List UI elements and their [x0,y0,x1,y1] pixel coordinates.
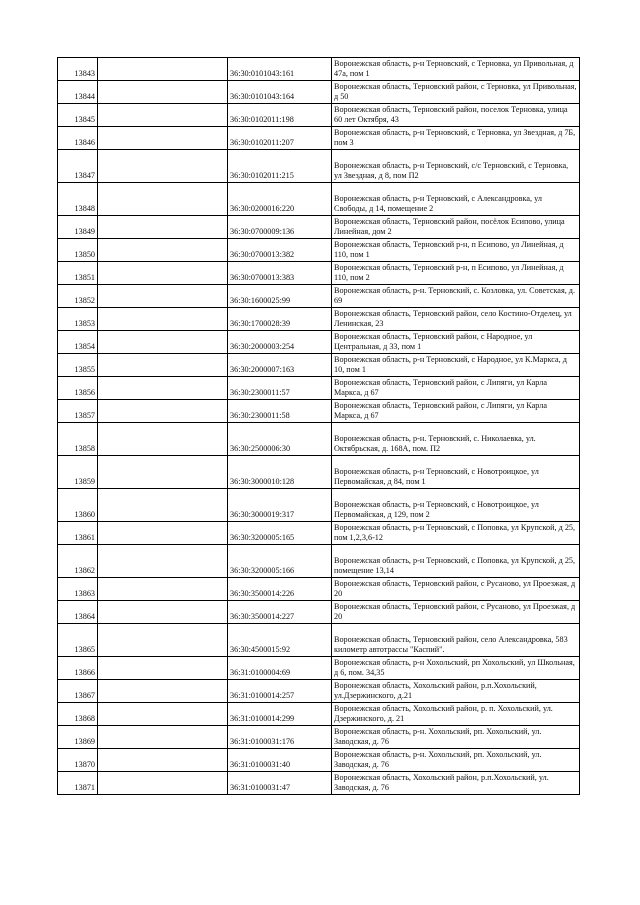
row-number: 13843 [58,58,98,81]
address: Воронежская область, р-н Терновский, с Народное, ул К.Маркса, д 10, пом 1 [332,354,580,377]
table-row [58,285,580,308]
empty-cell [98,456,228,489]
address: Воронежская область, р-н Терновский, с Терновка, ул Привольная, д 47а, пом 1 [332,58,580,81]
empty-cell [98,601,228,624]
row-number: 13859 [58,456,98,489]
row-number: 13868 [58,703,98,726]
empty-cell [98,657,228,680]
empty-cell [98,749,228,772]
row-number: 13864 [58,601,98,624]
table-row [58,377,580,400]
empty-cell [98,58,228,81]
address: Воронежская область, Терновский район, с Липяги, ул Карла Маркса, д 67 [332,377,580,400]
row-number: 13862 [58,545,98,578]
table-row [58,400,580,423]
empty-cell [98,489,228,522]
cadastral-number: 36:30:0102011:198 [228,104,332,127]
row-number: 13845 [58,104,98,127]
empty-cell [98,624,228,657]
table-row [58,680,580,703]
row-number: 13852 [58,285,98,308]
cadastral-number: 36:30:0101043:164 [228,81,332,104]
table-row [58,545,580,578]
empty-cell [98,183,228,216]
empty-cell [98,285,228,308]
cadastral-number: 36:30:0200016:220 [228,183,332,216]
row-number: 13870 [58,749,98,772]
row-number: 13850 [58,239,98,262]
row-number: 13844 [58,81,98,104]
row-number: 13861 [58,522,98,545]
empty-cell [98,726,228,749]
address: Воронежская область, Хохольский район, р.п.Хохольский, ул.Дзержинского, д.21 [332,680,580,703]
table-row [58,726,580,749]
table-row [58,354,580,377]
table-row [58,308,580,331]
address: Воронежская область, Терновский район, посёлок Есипово, улица Линейная, дом 2 [332,216,580,239]
address: Воронежская область, р-н. Терновский, с. Козловка, ул. Советская, д. 69 [332,285,580,308]
address: Воронежская область, р-н Терновский, с/с Терновский, с Терновка, ул Звездная, д 8, пом П2 [332,150,580,183]
address: Воронежская область, р-н. Терновский, с. Николаевка, ул. Октябрьская, д. 168А, пом. П2 [332,423,580,456]
cadastral-number: 36:30:2500006:30 [228,423,332,456]
empty-cell [98,522,228,545]
cadastral-number: 36:30:0102011:207 [228,127,332,150]
registry-table-body [58,58,580,795]
table-row [58,104,580,127]
cadastral-number: 36:30:0700009:136 [228,216,332,239]
empty-cell [98,377,228,400]
row-number: 13858 [58,423,98,456]
cadastral-number: 36:30:1600025:99 [228,285,332,308]
address: Воронежская область, Терновский район, с Народное, ул Центральная, д 33, пом 1 [332,331,580,354]
empty-cell [98,308,228,331]
cadastral-number: 36:31:0100031:47 [228,772,332,795]
address: Воронежская область, Терновский район, с Липяги, ул Карла Маркса, д 67 [332,400,580,423]
row-number: 13849 [58,216,98,239]
empty-cell [98,354,228,377]
cadastral-number: 36:30:1700028:39 [228,308,332,331]
table-row [58,150,580,183]
empty-cell [98,104,228,127]
row-number: 13865 [58,624,98,657]
cadastral-number: 36:31:0100004:69 [228,657,332,680]
cadastral-number: 36:31:0100014:257 [228,680,332,703]
row-number: 13856 [58,377,98,400]
cadastral-number: 36:30:2000007:163 [228,354,332,377]
table-row [58,657,580,680]
address: Воронежская область, Терновский р-н, п Есипово, ул Линейная, д 110, пом 1 [332,239,580,262]
table-row [58,489,580,522]
empty-cell [98,331,228,354]
cadastral-number: 36:30:2300011:58 [228,400,332,423]
empty-cell [98,81,228,104]
row-number: 13855 [58,354,98,377]
empty-cell [98,400,228,423]
row-number: 13871 [58,772,98,795]
address: Воронежская область, р-н Терновский, с Терновка, ул Звездная, д 7Б, пом 3 [332,127,580,150]
address: Воронежская область, р-н. Хохольский, рп. Хохольский, ул. Заводская, д. 76 [332,726,580,749]
empty-cell [98,545,228,578]
cadastral-number: 36:30:0700013:383 [228,262,332,285]
empty-cell [98,772,228,795]
address: Воронежская область, р-н Терновский, с Новотроицкое, ул Первомайская, д 129, пом 2 [332,489,580,522]
empty-cell [98,216,228,239]
empty-cell [98,680,228,703]
registry-table [57,57,580,795]
cadastral-number: 36:30:3000019:317 [228,489,332,522]
table-row [58,81,580,104]
address: Воронежская область, Терновский район, с Русаново, ул Проезжая, д 20 [332,601,580,624]
cadastral-number: 36:30:0101043:161 [228,58,332,81]
empty-cell [98,423,228,456]
row-number: 13866 [58,657,98,680]
row-number: 13867 [58,680,98,703]
address: Воронежская область, р-н Терновский, с Поповка, ул Крупской, д 25, пом 1,2,3,6-12 [332,522,580,545]
row-number: 13846 [58,127,98,150]
row-number: 13847 [58,150,98,183]
table-row [58,624,580,657]
cadastral-number: 36:30:2000003:254 [228,331,332,354]
address: Воронежская область, Терновский район, село Александровка, 583 километр автотрассы "Каспий". [332,624,580,657]
empty-cell [98,239,228,262]
row-number: 13851 [58,262,98,285]
empty-cell [98,127,228,150]
empty-cell [98,150,228,183]
cadastral-number: 36:30:0700013:382 [228,239,332,262]
row-number: 13854 [58,331,98,354]
cadastral-number: 36:30:2300011:57 [228,377,332,400]
address: Воронежская область, р-н Хохольский, рп Хохольский, ул Школьная, д 6, пом. 34,35 [332,657,580,680]
address: Воронежская область, Терновский район, поселок Терновка, улица 60 лет Октября, 43 [332,104,580,127]
table-row [58,58,580,81]
empty-cell [98,703,228,726]
row-number: 13848 [58,183,98,216]
cadastral-number: 36:30:3200005:166 [228,545,332,578]
address: Воронежская область, Хохольский район, р. п. Хохольский, ул. Дзержинского, д. 21 [332,703,580,726]
cadastral-number: 36:31:0100031:40 [228,749,332,772]
address: Воронежская область, Хохольский район, р.п.Хохольский, ул. Заводская, д. 76 [332,772,580,795]
cadastral-number: 36:30:3000010:128 [228,456,332,489]
cadastral-number: 36:31:0100014:299 [228,703,332,726]
row-number: 13863 [58,578,98,601]
table-row [58,423,580,456]
cadastral-number: 36:30:3200005:165 [228,522,332,545]
address: Воронежская область, р-н Терновский, с Поповка, ул Крупской, д 25, помещение 13,14 [332,545,580,578]
table-row [58,216,580,239]
table-row [58,772,580,795]
cadastral-number: 36:31:0100031:176 [228,726,332,749]
table-row [58,522,580,545]
table-row [58,456,580,489]
table-row [58,127,580,150]
table-row [58,183,580,216]
table-row [58,262,580,285]
address: Воронежская область, р-н. Хохольский, рп. Хохольский, ул. Заводская, д. 76 [332,749,580,772]
empty-cell [98,578,228,601]
address: Воронежская область, р-н Терновский, с Александровка, ул Свободы, д 14, помещение 2 [332,183,580,216]
cadastral-number: 36:30:3500014:227 [228,601,332,624]
cadastral-number: 36:30:0102011:215 [228,150,332,183]
row-number: 13860 [58,489,98,522]
row-number: 13853 [58,308,98,331]
empty-cell [98,262,228,285]
table-row [58,749,580,772]
table-row [58,601,580,624]
table-row [58,703,580,726]
address: Воронежская область, Терновский район, село Костино-Отделец, ул Ленинская, 23 [332,308,580,331]
cadastral-number: 36:30:3500014:226 [228,578,332,601]
address: Воронежская область, Терновский район, с Русаново, ул Проезжая, д 20 [332,578,580,601]
row-number: 13857 [58,400,98,423]
cadastral-number: 36:30:4500015:92 [228,624,332,657]
table-row [58,578,580,601]
address: Воронежская область, Терновский р-н, п Есипово, ул Линейная, д 110, пом 2 [332,262,580,285]
table-row [58,239,580,262]
address: Воронежская область, р-н Терновский, с Новотроицкое, ул Первомайская, д 84, пом 1 [332,456,580,489]
table-row [58,331,580,354]
row-number: 13869 [58,726,98,749]
address: Воронежская область, Терновский район, с Терновка, ул Привольная, д 50 [332,81,580,104]
